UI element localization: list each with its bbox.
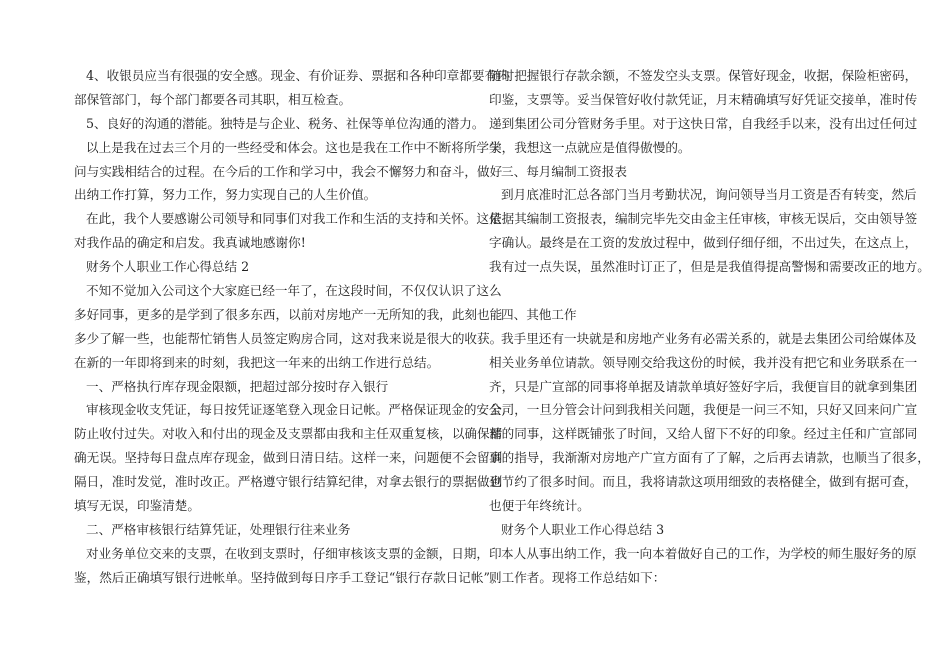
text-line: 也节约了很多时间。而且，我将请款这项用细致的表格健全，做到有据可查， (489, 474, 918, 490)
text-line: 公司，一旦分管会计问到我相关问题，我便是一问三不知，只好又回来问广宣 (489, 402, 918, 418)
text-line: 以上是我在过去三个月的一些经受和体会。这也是我在工作中不断将所学学 (86, 139, 502, 155)
text-line: 出纳工作打算，努力工作，努力实现自己的人生价值。 (74, 187, 377, 203)
text-line: 四、其他工作 (501, 306, 577, 322)
text-line: 依据其编制工资报表，编制完毕先交由金主任审核，审核无误后，交由领导签 (489, 211, 918, 227)
text-line: 问与实践相结合的过程。在今后的工作和学习中，我会不懈努力和奋斗，做好 (74, 163, 503, 179)
text-line: 多好同事，更多的是学到了很多东西，以前对房地产一无所知的我，此刻也能 (74, 306, 503, 322)
text-line: 相关业务单位请款。领导刚交给我这份的时候，我并没有把它和业务联系在一 (489, 354, 918, 370)
text-line: 确无误。坚持每日盘点库存现金，做到日清日结。这样一来，问题便不会留到 (74, 450, 503, 466)
text-line: 二、严格审核银行结算凭证，处理银行往来业务 (86, 521, 351, 537)
text-line: 字确认。最终是在工资的发放过程中，做到仔细仔细，不出过失，在这点上， (489, 235, 918, 251)
text-line: 印鉴，支票等。妥当保管好收付款凭证，月末精确填写好凭证交接单，准时传 (489, 91, 918, 107)
text-line: 递到集团公司分管财务手里。对于这快日常，自我经手以来，没有出过任何过 (489, 115, 918, 131)
text-line: 鉴，然后正确填写银行进帐单。坚持做到每日序手工登记“银行存款日记帐”。 (74, 569, 503, 585)
text-line: 部保管部门，每个部门都要各司其职，相互检查。 (74, 91, 352, 107)
text-line: 隔日，准时发觉，准时改正。严格遵守银行结算纪律，对拿去银行的票据做到 (74, 474, 503, 490)
text-line: 不知不觉加入公司这个大家庭已经一年了，在这段时间，不仅仅认识了这么 (86, 283, 502, 299)
text-line: 在此，我个人要感谢公司领导和同事们对我工作和生活的支持和关怀。这是 (86, 211, 502, 227)
text-line: 随时把握银行存款余额，不签发空头支票。保管好现金，收据，保险柜密码， (489, 68, 918, 83)
text-line: 多少了解一些，也能帮忙销售人员签定购房合同，这对我来说是很大的收获。 (74, 330, 503, 346)
text-line: 4、收银员应当有很强的安全感。现金、有价证券、票据和各种印章都要有内 (86, 68, 510, 83)
text-line: 到月底准时汇总各部门当月考勤状况，询问领导当月工资是否有转变，然后 (501, 187, 917, 203)
text-line: 财务个人职业工作心得总结 3 (501, 521, 665, 537)
text-line: 事的指导，我渐渐对房地产广宣方面有了了解，之后再去请款，也顺当了很多， (489, 450, 930, 466)
text-line: 在新的一年即将到来的时刻，我把这一年来的出纳工作进行总结。 (74, 354, 440, 370)
text-line: 对我作品的确定和启发。我真诚地感谢你! (74, 235, 306, 251)
text-line: 填写无误，印鉴清楚。 (74, 498, 200, 514)
left-text-column (74, 64, 510, 590)
text-line: 5、良好的沟通的潜能。独特是与企业、税务、社保等单位沟通的潜力。 (86, 115, 485, 131)
text-line: 齐，只是广宣部的同事将单据及请款单填好签好字后，我便盲目的就拿到集团 (489, 378, 918, 394)
text-line: 对业务单位交来的支票，在收到支票时，仔细审核该支票的金额，日期，印 (86, 545, 502, 561)
text-line: 一、严格执行库存现金限额，把超过部分按时存入银行 (86, 378, 389, 394)
text-line: 则工作者。现将工作总结如下： (489, 569, 666, 585)
text-line: 三、每月编制工资报表 (501, 163, 627, 179)
text-line: 我有过一点失误，虽然准时订正了，但是是我值得提高警惕和需要改正的地方。 (489, 259, 930, 275)
text-line: 失，我想这一点就应是值得傲慢的。 (489, 139, 691, 155)
text-line: 审核现金收支凭证，每日按凭证逐笔登入现金日记帐。严格保证现金的安全, (86, 402, 506, 418)
text-line: 本人从事出纳工作，我一向本着做好自己的工作，为学校的师生服好务的原 (501, 545, 917, 561)
right-text-column (489, 64, 930, 590)
text-line: 部的同事，这样既铺张了时间，又给人留下不好的印象。经过主任和广宣部同 (489, 426, 918, 442)
text-line: 财务个人职业工作心得总结 2 (86, 259, 250, 275)
blank-line (489, 279, 883, 303)
text-line: 防止收付过失。对收入和付出的现金及支票都由我和主任双重复核，以确保精 (74, 426, 503, 442)
text-line: 我手里还有一块就是和房地产业务有必需关系的，就是去集团公司给媒体及 (501, 330, 917, 346)
text-line: 也便于年终统计。 (489, 498, 590, 514)
